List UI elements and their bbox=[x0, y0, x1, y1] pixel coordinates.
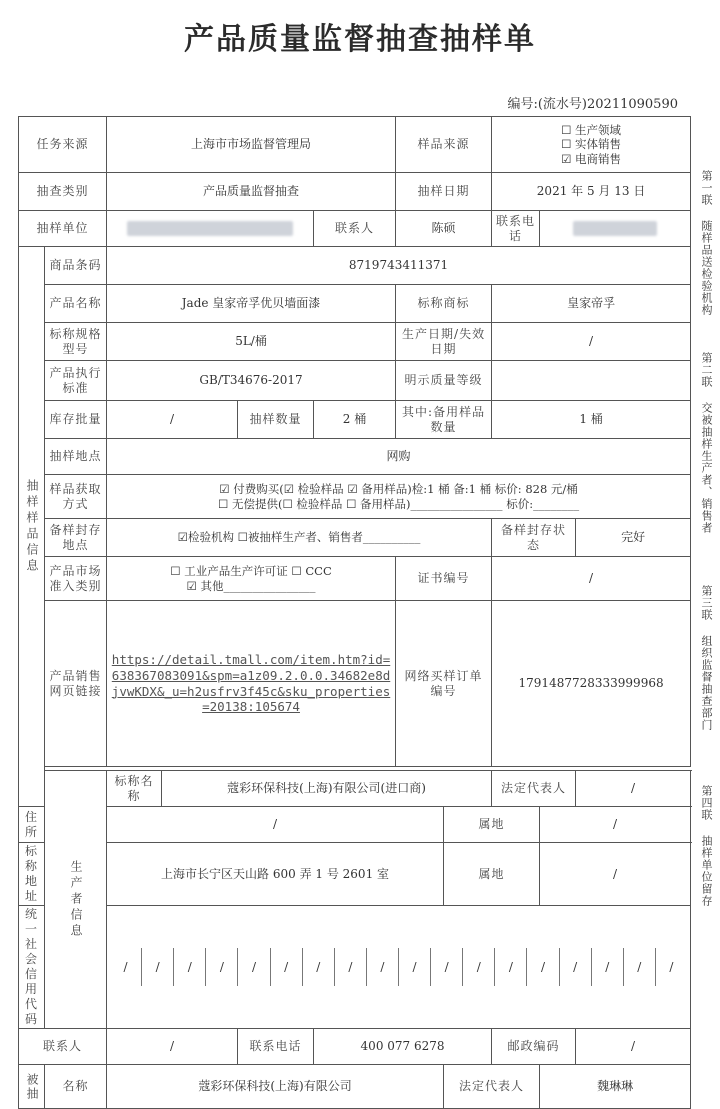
stock-label: 库存批量 bbox=[45, 401, 107, 439]
inspection-type-label: 抽查类别 bbox=[19, 173, 107, 211]
credit-code-cell: / bbox=[495, 948, 527, 986]
redacted-phone bbox=[573, 221, 657, 236]
acquire-label: 样品获取方式 bbox=[45, 475, 107, 519]
region2-label: 属地 bbox=[444, 843, 540, 906]
spare-seal-status-value: 完好 bbox=[576, 519, 691, 557]
producer-name-label: 标称名称 bbox=[107, 771, 162, 807]
credit-code-cell: / bbox=[174, 948, 206, 986]
credit-code-cell: / bbox=[527, 948, 559, 986]
form-title: 产品质量监督抽查抽样单 bbox=[184, 22, 536, 57]
sample-qty-value: 2 桶 bbox=[314, 401, 396, 439]
spec-label: 标称规格型号 bbox=[45, 323, 107, 361]
credit-code-cell: / bbox=[335, 948, 367, 986]
credit-code-cell: / bbox=[463, 948, 495, 986]
contact-phone-value bbox=[540, 211, 691, 247]
credit-code-cell: / bbox=[669, 959, 674, 974]
postcode-value: / bbox=[576, 1029, 691, 1065]
credit-code-cell: / bbox=[206, 948, 238, 986]
market-access-options bbox=[107, 557, 396, 601]
acquire-line-free: ☐ 无偿提供(☐ 检验样品 ☐ 备用样品)________________ 标价:________ bbox=[218, 496, 580, 511]
legal-rep-label: 法定代表人 bbox=[492, 771, 576, 807]
sampled-party-label: 被抽 bbox=[19, 1065, 45, 1109]
inspection-type-value: 产品质量监督抽查 bbox=[107, 173, 396, 211]
quality-grade-label: 明示质量等级 bbox=[396, 361, 492, 401]
order-no-value: 1791487728333999968 bbox=[492, 601, 691, 767]
market-access-label: 产品市场准入类别 bbox=[45, 557, 107, 601]
webpage-label: 产品销售网页链接 bbox=[45, 601, 107, 767]
sampling-unit-label: 抽样单位 bbox=[19, 211, 107, 247]
sampling-date-label: 抽样日期 bbox=[396, 173, 492, 211]
postcode-label: 邮政编码 bbox=[492, 1029, 576, 1065]
legal-rep-value: / bbox=[576, 771, 691, 807]
contact-value: 陈硕 bbox=[396, 211, 492, 247]
prod-date-value: / bbox=[492, 323, 691, 361]
credit-code-cell: / bbox=[142, 948, 174, 986]
standard-value: GB/T34676-2017 bbox=[107, 361, 396, 401]
prod-date-label: 生产日期/失效日期 bbox=[396, 323, 492, 361]
option-production: ☐ 生产领域 bbox=[561, 122, 622, 137]
task-source-label: 任务来源 bbox=[19, 117, 107, 173]
contact-label: 联系人 bbox=[314, 211, 396, 247]
prod-contact-label: 联系人 bbox=[19, 1029, 107, 1065]
prod-phone-value: 400 077 6278 bbox=[314, 1029, 492, 1065]
option-retail: ☐ 实体销售 bbox=[561, 137, 622, 152]
credit-code-cell: / bbox=[399, 948, 431, 986]
sampled-name-label: 名称 bbox=[45, 1065, 107, 1109]
region-label: 属地 bbox=[444, 807, 540, 843]
sampled-legal-value: 魏琳琳 bbox=[540, 1065, 691, 1109]
spare-seal-place-label: 备样封存地点 bbox=[45, 519, 107, 557]
sampling-date-value: 2021 年 5 月 13 日 bbox=[492, 173, 691, 211]
side-note-copy4: 第四联 抽样单位留存 bbox=[700, 785, 713, 907]
spare-qty-value: 1 桶 bbox=[492, 401, 691, 439]
location-label: 抽样地点 bbox=[45, 439, 107, 475]
credit-code-cell: / bbox=[592, 948, 624, 986]
webpage-link[interactable]: https://detail.tmall.com/item.htm?id=638367083091&spm=a1z09.2.0.0.34682e8djvwKDX&_u=h2usfrv3f45c&sku_properties=20138:105674 bbox=[107, 601, 396, 767]
address-value: / bbox=[107, 807, 444, 843]
sample-qty-label: 抽样数量 bbox=[238, 401, 314, 439]
credit-code-cell: / bbox=[110, 948, 142, 986]
producer-name-value: 蔻彩环保科技(上海)有限公司(进口商) bbox=[162, 771, 492, 807]
sampling-form bbox=[18, 116, 691, 1109]
redacted-unit bbox=[127, 221, 292, 236]
serial-number: 编号:(流水号)20211090590 bbox=[507, 97, 678, 112]
address-label: 住所 bbox=[19, 807, 45, 843]
side-note-copy3: 第三联 组织监督抽查部门 bbox=[700, 585, 713, 731]
sampled-legal-label: 法定代表人 bbox=[444, 1065, 540, 1109]
credit-code-label: 统一社会信用代码 bbox=[19, 906, 45, 1029]
credit-code-cell: / bbox=[431, 948, 463, 986]
option-ecommerce: ☑ 电商销售 bbox=[561, 151, 622, 166]
prod-contact-value: / bbox=[107, 1029, 238, 1065]
acquire-line-paid: ☑ 付费购买(☑ 检验样品 ☑ 备用样品)检:1 桶 备:1 桶 标价: 828 元/桶 bbox=[219, 482, 578, 497]
cert-no-label: 证书编号 bbox=[396, 557, 492, 601]
credit-code-cell: / bbox=[303, 948, 335, 986]
sampling-unit-value bbox=[107, 211, 314, 247]
nominal-address-value: 上海市长宁区天山路 600 弄 1 号 2601 室 bbox=[107, 843, 444, 906]
producer-info-label: 生产者信息 bbox=[45, 771, 107, 1029]
sample-info-label: 抽样样品信息 bbox=[19, 247, 45, 807]
spec-value: 5L/桶 bbox=[107, 323, 396, 361]
spare-seal-place-value: ☑检验机构 ☐被抽样生产者、销售者__________ bbox=[107, 519, 492, 557]
credit-code-cell: / bbox=[271, 948, 303, 986]
stock-value: / bbox=[107, 401, 238, 439]
location-value: 网购 bbox=[107, 439, 691, 475]
region2-value: / bbox=[540, 843, 691, 906]
spare-seal-status-label: 备样封存状态 bbox=[492, 519, 576, 557]
trademark-value: 皇家帝孚 bbox=[492, 285, 691, 323]
product-name-value: Jade 皇家帝孚优贝墙面漆 bbox=[107, 285, 396, 323]
market-access-line2: ☑ 其他________________ bbox=[186, 578, 316, 593]
credit-code-cell: / bbox=[624, 948, 656, 986]
acquire-options bbox=[107, 475, 691, 519]
market-access-line1: ☐ 工业产品生产许可证 ☐ CCC bbox=[170, 564, 332, 579]
task-source-value: 上海市市场监督管理局 bbox=[107, 117, 396, 173]
credit-code-cells bbox=[107, 906, 691, 1029]
side-note-copy2: 第二联 交被抽样生产者、销售者 bbox=[700, 352, 713, 534]
credit-code-cell: / bbox=[560, 948, 592, 986]
spare-qty-label: 其中:备用样品数量 bbox=[396, 401, 492, 439]
barcode-value: 8719743411371 bbox=[107, 247, 691, 285]
trademark-label: 标称商标 bbox=[396, 285, 492, 323]
prod-phone-label: 联系电话 bbox=[238, 1029, 314, 1065]
sampled-name-value: 蔻彩环保科技(上海)有限公司 bbox=[107, 1065, 444, 1109]
standard-label: 产品执行标准 bbox=[45, 361, 107, 401]
region-value: / bbox=[540, 807, 691, 843]
quality-grade-value bbox=[492, 361, 691, 401]
sample-source-options bbox=[492, 117, 691, 173]
nominal-address-label: 标称地址 bbox=[19, 843, 45, 906]
cert-no-value: / bbox=[492, 557, 691, 601]
contact-phone-label: 联系电话 bbox=[492, 211, 540, 247]
credit-code-cell: / bbox=[238, 948, 270, 986]
product-name-label: 产品名称 bbox=[45, 285, 107, 323]
side-note-copy1: 第一联 随样品送检验机构 bbox=[700, 170, 713, 316]
credit-code-cell: / bbox=[367, 948, 399, 986]
order-no-label: 网络买样订单编号 bbox=[396, 601, 492, 767]
sample-source-label: 样品来源 bbox=[396, 117, 492, 173]
barcode-label: 商品条码 bbox=[45, 247, 107, 285]
